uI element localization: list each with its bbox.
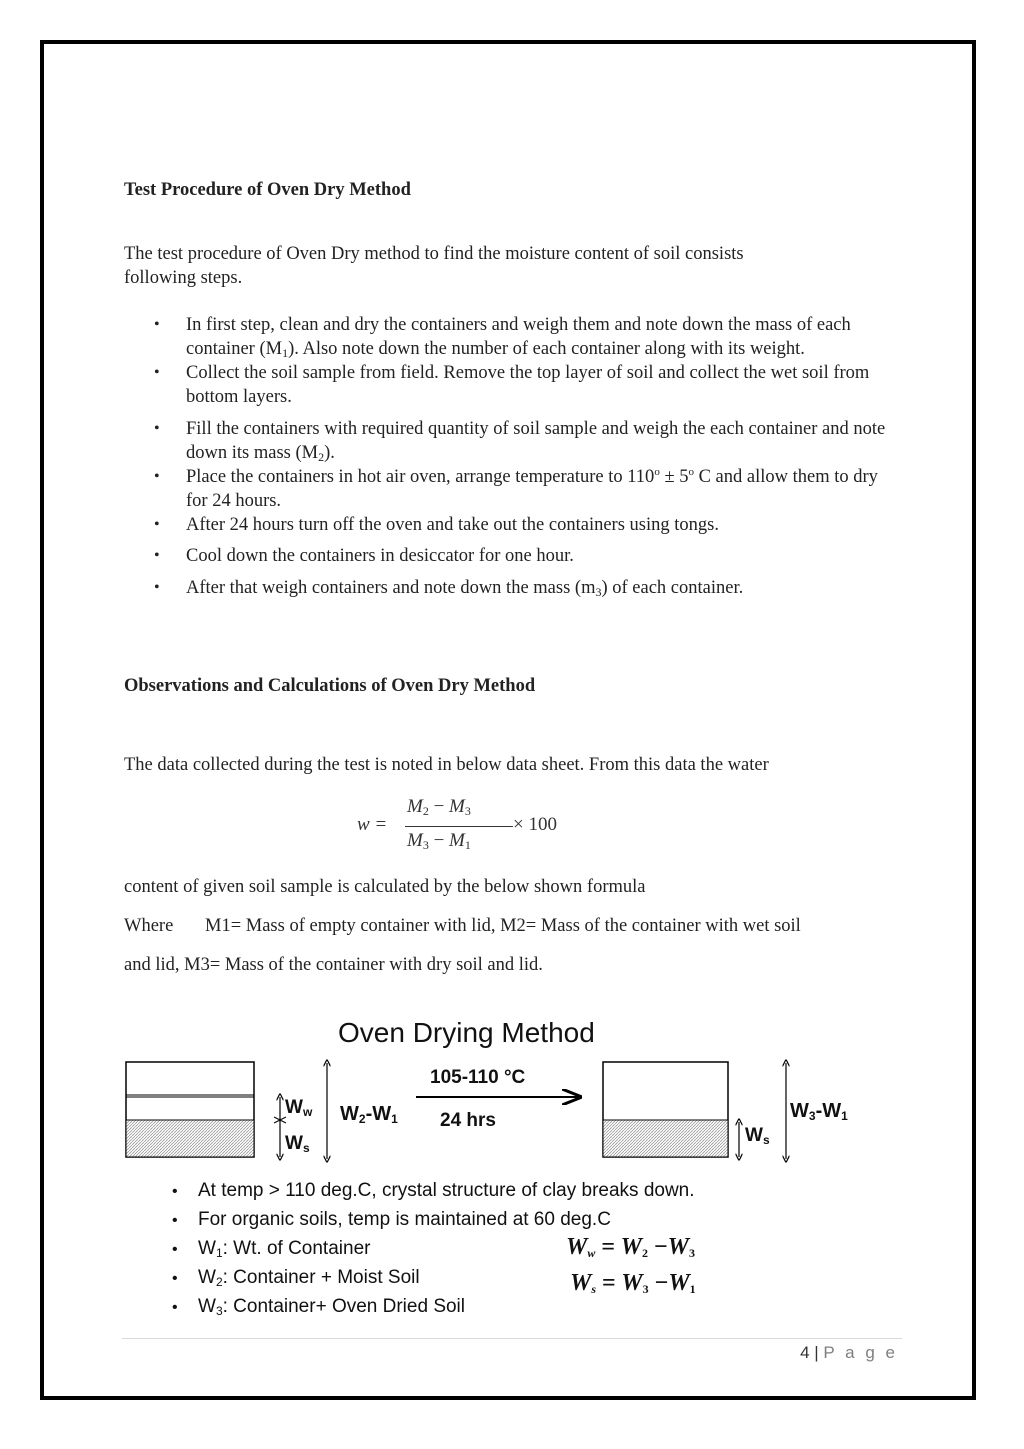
formula-den-m1: M bbox=[449, 830, 465, 851]
eq2-w1-sub: 1 bbox=[689, 1282, 696, 1296]
intro-paragraph bbox=[124, 242, 904, 290]
eq1-ww-sub: w bbox=[587, 1246, 596, 1260]
w2-minus-w1-label bbox=[340, 1103, 398, 1126]
w2-symbol: W bbox=[198, 1267, 216, 1288]
ws-label-left bbox=[285, 1133, 310, 1155]
eq1-w2-sub: 2 bbox=[641, 1246, 648, 1260]
step-5-text: After 24 hours turn off the oven and take out the containers using tongs. bbox=[186, 515, 719, 535]
formula-num-m3: M bbox=[449, 796, 465, 817]
section-heading-test-procedure: Test Procedure of Oven Dry Method bbox=[124, 180, 411, 200]
eq2-ws: W bbox=[570, 1270, 592, 1296]
step-4-text-end: C and allow them to dry for 24 hours. bbox=[186, 467, 878, 511]
ww-sub: w bbox=[302, 1105, 313, 1119]
figure-note-1-text: At temp > 110 deg.C, crystal structure of clay breaks down. bbox=[198, 1180, 695, 1201]
w2w1-w: W bbox=[340, 1103, 359, 1125]
w3w1-sub1: 3 bbox=[808, 1109, 816, 1123]
w2-definition: : Container + Moist Soil bbox=[222, 1267, 420, 1288]
w3w1-mid: -W bbox=[815, 1100, 842, 1122]
eq1-w3-sub: 3 bbox=[689, 1246, 695, 1260]
eq1-w2: W bbox=[620, 1234, 642, 1260]
step-3-text-end: ). bbox=[324, 443, 335, 463]
figure-title: Oven Drying Method bbox=[338, 1017, 595, 1048]
w3-sub: 3 bbox=[215, 1304, 223, 1318]
step-4-text: Place the containers in hot air oven, arrange temperature to 110 bbox=[186, 467, 655, 487]
footer-separator: | bbox=[814, 1343, 819, 1362]
where-definitions-line-1: M1= Mass of empty container with lid, M2= Mass of the container with wet soil bbox=[205, 916, 801, 936]
observations-paragraph-1: The data collected during the test is noted in below data sheet. From this data the water bbox=[124, 755, 769, 775]
w1-definition: : Wt. of Container bbox=[222, 1238, 371, 1259]
list-item bbox=[124, 465, 899, 513]
formula-lhs: w = bbox=[357, 814, 388, 835]
w3-definition: : Container+ Oven Dried Soil bbox=[222, 1296, 465, 1317]
step-7-subscript: 3 bbox=[595, 585, 602, 599]
list-item bbox=[124, 513, 899, 537]
w3-minus-w1-label bbox=[790, 1100, 848, 1123]
formula-num-m2: M bbox=[407, 796, 423, 817]
page-number: 4 bbox=[800, 1343, 810, 1362]
page-label: P a g e bbox=[823, 1343, 898, 1362]
formula-num-m2-sub: 2 bbox=[422, 804, 429, 818]
wet-soil-container bbox=[126, 1062, 254, 1157]
step-4-degree-1: o bbox=[654, 466, 660, 478]
where-definitions-line-2: and lid, M3= Mass of the container with dry soil and lid. bbox=[124, 955, 543, 975]
list-item bbox=[124, 313, 899, 361]
w3w1-sub2: 1 bbox=[841, 1109, 848, 1123]
list-item bbox=[124, 417, 899, 465]
w1-sub: 1 bbox=[215, 1246, 223, 1260]
equation-ws: $W_s = W_3 -W_1$ bbox=[570, 1270, 696, 1296]
step-3-text: Fill the containers with required quantity of soil sample and weigh the each container and note down its mass (M bbox=[186, 419, 886, 463]
w2-sub: 2 bbox=[215, 1275, 223, 1289]
step-2-text: Collect the soil sample from field. Remove the top layer of soil and collect the wet soil from bottom layers. bbox=[186, 363, 870, 407]
procedure-steps-list bbox=[124, 313, 899, 600]
figure-note-1: • At temp > 110 deg.C, crystal structure of clay breaks down. bbox=[172, 1180, 695, 1201]
step-7-text-end: ) of each container. bbox=[601, 578, 744, 598]
step-7-text: After that weigh containers and note down the mass (m bbox=[186, 578, 596, 598]
w2w1-sub1: 2 bbox=[358, 1112, 366, 1126]
observations-paragraph-2: content of given soil sample is calculated by the below shown formula bbox=[124, 877, 646, 897]
eq1-w3: W bbox=[667, 1234, 689, 1260]
formula-den-minus: − bbox=[433, 830, 445, 851]
ws-left-sub: s bbox=[302, 1141, 310, 1155]
step-4-degree-2: o bbox=[688, 466, 694, 478]
list-item bbox=[124, 361, 899, 409]
temperature-label: 105-110 °C bbox=[430, 1067, 526, 1088]
ws-left-w: W bbox=[285, 1133, 303, 1154]
step-1-text: In first step, clean and dry the containers and weigh them and note down the mass of each container (M bbox=[186, 315, 851, 359]
equation-ww: $W_w = W_2 -W_3$ bbox=[566, 1234, 695, 1260]
duration-label: 24 hrs bbox=[440, 1110, 496, 1131]
eq2-w3: W bbox=[621, 1270, 643, 1296]
section-heading-observations: Observations and Calculations of Oven Dry Method bbox=[124, 676, 536, 696]
page-footer bbox=[800, 1343, 898, 1363]
ww-w: W bbox=[285, 1097, 303, 1118]
formula-numerator bbox=[407, 796, 471, 818]
water-content-formula bbox=[357, 796, 577, 860]
ws-right-sub: s bbox=[762, 1133, 770, 1147]
step-6-text: Cool down the containers in desiccator for one hour. bbox=[186, 546, 574, 566]
ww-label bbox=[285, 1097, 312, 1119]
ws-right-w: W bbox=[745, 1125, 763, 1146]
list-item bbox=[124, 544, 899, 568]
figure-note-2-text: For organic soils, temp is maintained at 60 deg.C bbox=[198, 1209, 611, 1230]
w2w1-sub2: 1 bbox=[391, 1112, 398, 1126]
ws-label-right bbox=[745, 1125, 770, 1147]
dry-soil-container bbox=[603, 1062, 728, 1157]
step-4-text-mid: ± 5 bbox=[659, 467, 689, 487]
figure-def-w1: • $W_1$: Wt. of Container bbox=[172, 1238, 371, 1260]
intro-line-1: The test procedure of Oven Dry method to find the moisture content of soil consists bbox=[124, 244, 744, 264]
figure-def-w2: • $W_2$: Container + Moist Soil bbox=[172, 1267, 420, 1289]
eq2-w3-sub: 3 bbox=[642, 1282, 649, 1296]
figure-note-2: • For organic soils, temp is maintained at 60 deg.C bbox=[172, 1209, 611, 1230]
formula-den-m3-sub: 3 bbox=[422, 838, 429, 852]
list-item bbox=[124, 576, 899, 600]
w1-symbol: W bbox=[198, 1238, 216, 1259]
w3-symbol: W bbox=[198, 1296, 216, 1317]
step-3-subscript: 2 bbox=[318, 450, 325, 464]
w3w1-w: W bbox=[790, 1100, 809, 1122]
eq2-ws-sub: s bbox=[591, 1282, 597, 1296]
formula-num-minus: − bbox=[433, 796, 445, 817]
step-1-text-end: ). Also note down the number of each container along with its weight. bbox=[288, 339, 805, 359]
formula-num-m3-sub: 3 bbox=[464, 804, 471, 818]
w2w1-mid: -W bbox=[365, 1103, 392, 1125]
formula-fraction-bar bbox=[405, 826, 513, 827]
figure-def-w3: • $W_3$: Container+ Oven Dried Soil bbox=[172, 1296, 465, 1318]
formula-times-100: × 100 bbox=[513, 814, 557, 835]
eq2-w1: W bbox=[668, 1270, 690, 1296]
step-1-subscript: 1 bbox=[282, 346, 289, 360]
formula-den-m3: M bbox=[407, 830, 423, 851]
eq1-ww: W bbox=[566, 1234, 588, 1260]
formula-den-m1-sub: 1 bbox=[464, 838, 471, 852]
intro-line-2: following steps. bbox=[124, 268, 243, 288]
formula-denominator bbox=[407, 830, 471, 852]
footer-divider bbox=[122, 1338, 902, 1339]
where-label: Where bbox=[124, 916, 174, 936]
